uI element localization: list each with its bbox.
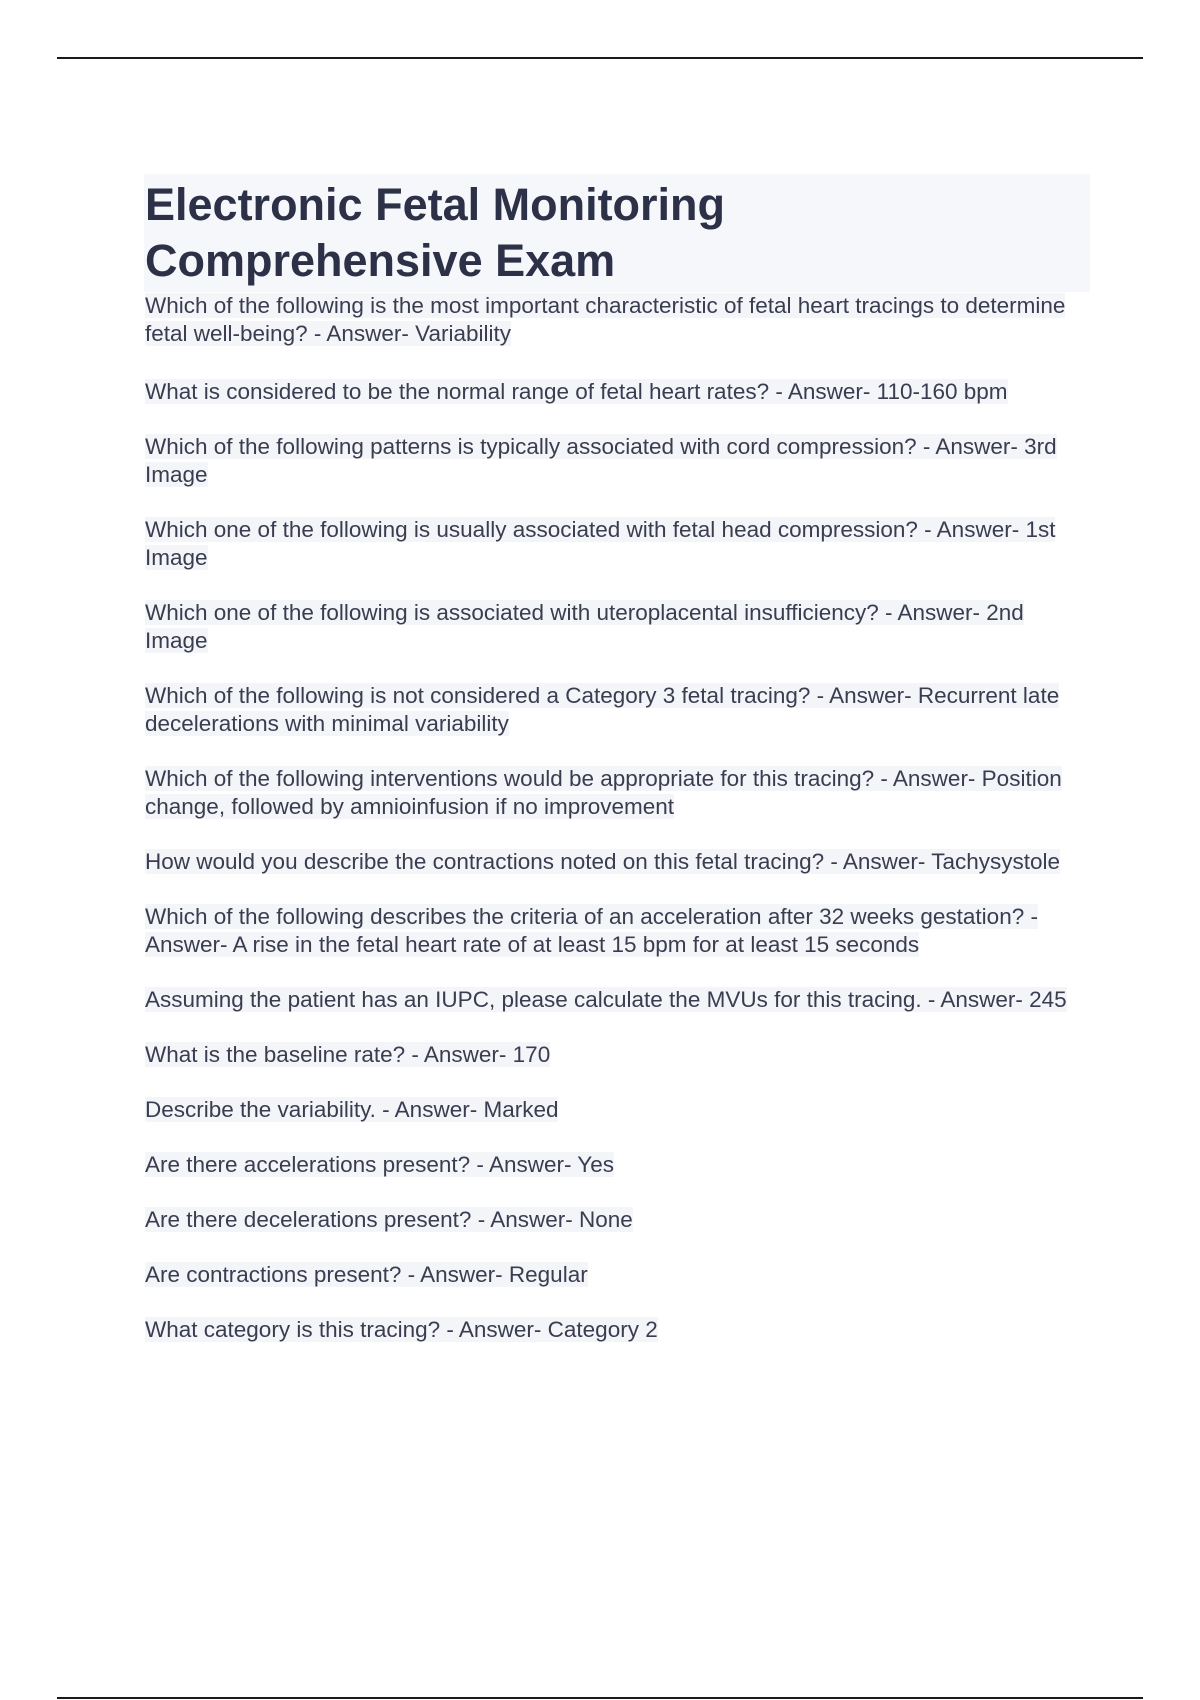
- qa-item-text: Describe the variability. - Answer- Marked: [145, 1097, 559, 1122]
- qa-item-text: Which one of the following is associated with uteroplacental insufficiency? - Answer- 2nd Image: [145, 600, 1024, 653]
- qa-item: [145, 765, 1090, 821]
- document-title: [145, 177, 1090, 289]
- qa-item: [145, 292, 1090, 348]
- qa-item: [145, 986, 1090, 1014]
- qa-item-text: Which one of the following is usually associated with fetal head compression? - Answer- 1st Image: [145, 517, 1056, 570]
- qa-list: [145, 292, 1090, 1344]
- title-line-2: Comprehensive Exam: [145, 235, 616, 286]
- header-divider: [57, 57, 1143, 59]
- qa-item-text: Which of the following patterns is typically associated with cord compression? - Answer- 3rd Image: [145, 434, 1057, 487]
- qa-item-text: Which of the following describes the criteria of an acceleration after 32 weeks gestation? - Answer- A rise in the fetal heart rate of at least 15 bpm for at least 15 seconds: [145, 904, 1038, 957]
- qa-item-text: Are there decelerations present? - Answer- None: [145, 1207, 633, 1232]
- qa-item-text: What is the baseline rate? - Answer- 170: [145, 1042, 551, 1067]
- qa-item: [145, 903, 1090, 959]
- qa-item: [145, 848, 1090, 876]
- document-body: [145, 174, 1090, 1371]
- qa-item: [145, 433, 1090, 489]
- qa-item-text: Assuming the patient has an IUPC, please calculate the MVUs for this tracing. - Answer- 245: [145, 987, 1067, 1012]
- footer-divider: [57, 1697, 1143, 1699]
- qa-item-text: Which of the following is not considered a Category 3 fetal tracing? - Answer- Recurrent late decelerations with minimal variability: [145, 683, 1060, 736]
- title-line-1: Electronic Fetal Monitoring: [145, 179, 726, 230]
- qa-item-text: What category is this tracing? - Answer- Category 2: [145, 1317, 658, 1342]
- qa-item: [145, 682, 1090, 738]
- qa-item: [145, 1041, 1090, 1069]
- qa-item: [145, 1096, 1090, 1124]
- qa-item: [145, 1316, 1090, 1344]
- qa-item: [145, 599, 1090, 655]
- qa-item-text: Are contractions present? - Answer- Regular: [145, 1262, 588, 1287]
- qa-item-text: How would you describe the contractions noted on this fetal tracing? - Answer- Tachysystole: [145, 849, 1061, 874]
- qa-item-text: Which of the following is the most important characteristic of fetal heart tracings to determine fetal well-being? - Answer- Variability: [145, 293, 1066, 346]
- qa-item: [145, 516, 1090, 572]
- qa-item-text: Are there accelerations present? - Answer- Yes: [145, 1152, 615, 1177]
- qa-item: [145, 378, 1090, 406]
- qa-item: [145, 1151, 1090, 1179]
- qa-item-text: Which of the following interventions would be appropriate for this tracing? - Answer- Position change, followed by amnioinfusion if no improvement: [145, 766, 1062, 819]
- qa-item: [145, 1261, 1090, 1289]
- qa-item: [145, 1206, 1090, 1234]
- title-block: [144, 174, 1090, 292]
- qa-item-text: What is considered to be the normal range of fetal heart rates? - Answer- 110-160 bpm: [145, 379, 1008, 404]
